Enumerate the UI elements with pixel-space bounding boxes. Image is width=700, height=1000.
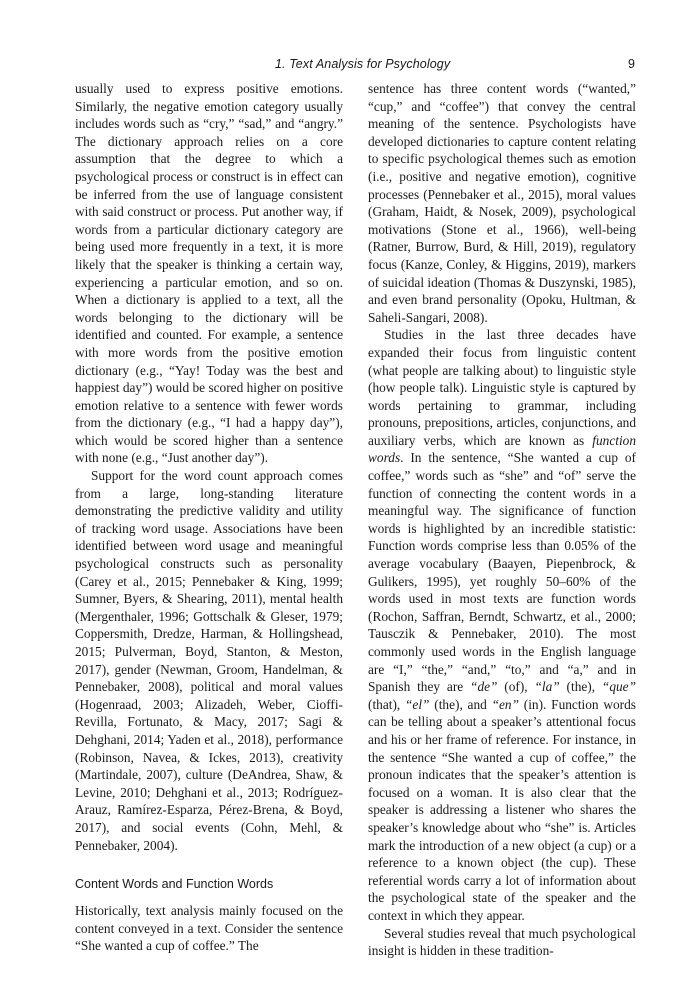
spanish-word-de: “de” [470,679,498,695]
gloss-of: (of), [497,679,535,695]
paragraph-psychological-insight: Several studies reveal that much psychological insight is hidden in these tradition- [368,925,636,959]
spanish-word-en: “en” [491,696,520,712]
left-column [75,80,343,955]
paragraph-dictionary-approach: usually used to express positive emotions. Similarly, the negative emotion category usually includes words such as “cry,” “sad,” and “angry.” The dictionary approach relies on a core assumption that the degree to which a psychological process or construct is in effect can be inferred from the use of language consistent with said construct or process. Put another way, if words from a particular dictionary category are being used more frequently in a text, it is more likely that the speaker is thinking a certain way, experiencing a particular emotion, and so on. When a dictionary is applied to a text, all the words belonging to the dictionary will be identified and counted. For example, a sentence with more words from the positive emotion dictionary (e.g., “Yay! Today was the best and happiest day”) would be scored higher on positive emotion relative to a sentence with fewer words from the dictionary (e.g., “I had a happy day”), which would be scored higher than a sentence with none (e.g., “Just another day”). [75,81,343,466]
spanish-word-que: “que” [601,679,637,695]
running-header [75,57,635,75]
section-heading: Content Words and Function Words [75,877,274,892]
gloss-that: (that), [368,696,405,712]
gloss-the-2: (the), and [429,696,492,712]
spanish-word-el: “el” [405,696,430,712]
right-column [368,80,636,960]
function-words-text-c: (in). Function words can be telling about a speaker’s attentional focus and his or her frame of reference. For instance, in the sentence “She wanted a cup of coffee,” the pronoun indicates that the speaker’s attention is focused on a woman. It is also clear that the speaker is addressing a listener who shares the speaker’s knowledge about who “she” is. Articles mark the introduction of a new object (a cup) or a reference to a known object (the cup). These referential words carry a lot of information about the psychological state of the speaker and the context in which they appear. [368,696,636,923]
paragraph-function-words [368,326,636,924]
page-number: 9 [628,57,635,71]
function-words-text-a: Studies in the last three decades have expanded their focus from linguistic content (what people are talking about) to linguistic style (how people talk). Linguistic style is captured by words pertaining to grammar, including pronouns, prepositions, articles, conjunctions, and auxiliary verbs, which are known as [368,327,636,448]
running-title: 1. Text Analysis for Psychology [275,57,451,71]
paragraph-content-dictionaries: sentence has three content words (“wanted,” “cup,” and “coffee”) that convey the central meaning of the sentence. Psychologists have developed dictionaries to capture content relating to specific psychological themes such as emotion (i.e., positive and negative emotion), cognitive processes (Pennebaker et al., 2015), moral values (Graham, Haidt, & Nosek, 2009), psychological motivations (Stone et al., 1966), well-being (Ratner, Burrow, Burd, & Hill, 2019), regulatory focus (Kanze, Conley, & Higgins, 2019), markers of suicidal ideation (Thomas & Duszynski, 1985), and even brand personality (Opoku, Hultman, & Saheli-Sangari, 2008). [368,81,636,325]
function-words-term: function words [368,432,636,466]
gloss-the-1: (the), [559,679,602,695]
paragraph-content-words-intro: Historically, text analysis mainly focused on the content conveyed in a text. Consider the sentence “She wanted a cup of coffee.” The [75,903,343,954]
spanish-word-la: “la” [534,679,560,695]
function-words-text-b: . In the sentence, “She wanted a cup of coffee,” words such as “she” and “of” serve the function of connecting the content words in a meaningful way. The significance of function words is highlighted by an incredible statistic: Function words comprise less than 0.05% of the average vocabulary (Baayen, Piepenbrock, & Gulikers, 1995), yet roughly 50–60% of the words used in most texts are function words (Rochon, Saffran, Berndt, Schwartz, et al., 2000; Tausczik & Pennebaker, 2010). The most commonly used words in the English language are “I,” “the,” “and,” “to,” and “a,” and in Spanish they are [368,450,636,695]
paragraph-word-count-support: Support for the word count approach comes from a large, long-standing literature demonstrating the predictive validity and utility of tracking word usage. Associations have been identified between word usage and meaningful psychological constructs such as personality (Carey et al., 2015; Pennebaker & King, 1999; Sumner, Byers, & Shearing, 2011), mental health (Mergenthaler, 1996; Gottschalk & Gleser, 1979; Coppersmith, Dredze, Harman, & Hollingshead, 2015; Pulverman, Boyd, Stanton, & Meston, 2017), gender (Newman, Groom, Handelman, & Pennebaker, 2008), political and moral values (Hogenraad, 2003; Alizadeh, Weber, Cioffi-Revilla, Fortunato, & Macy, 2017; Sagi & Dehghani, 2014; Yaden et al., 2018), performance (Robinson, Navea, & Ickes, 2013), creativity (Martindale, 2007), culture (DeAndrea, Shaw, & Levine, 2010; Dehghani et al., 2013; Rodríguez-Arauz, Ramírez-Esparza, Pérez-Brena, & Boyd, 2017), and social events (Cohn, Mehl, & Pennebaker, 2004). [75,468,343,853]
